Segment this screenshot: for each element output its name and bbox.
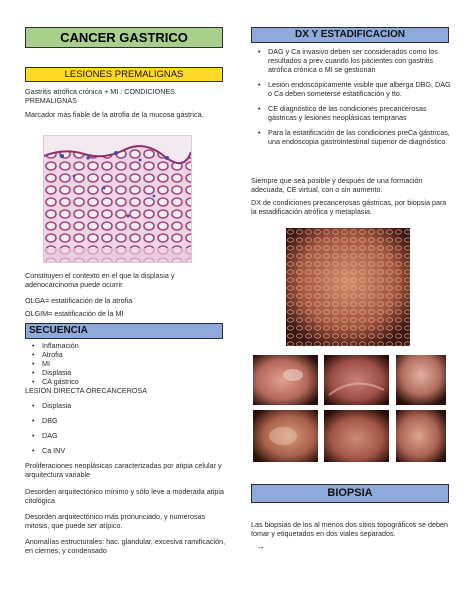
desorden-minimo-paragraph: Desorden arquitectónico mínimo y sólo leve a moderada atipia citológica [25, 487, 224, 505]
lesion-directa-label: LESION DIRECTA ORECANCEROSA [25, 386, 148, 395]
secuencia-header [25, 323, 223, 339]
histology-image [43, 135, 192, 263]
list-item: • Lesión endoscópicamente visible que alberga DBG, DAG o Ca deben someterse estatificación y tto. [256, 80, 451, 98]
secuencia-list [30, 341, 210, 386]
biopsia-header: BIOPSIA [251, 484, 449, 503]
list-item: • CE diagnóstico de las condiciones precancerosas gástricas y lesiones neoplásicas tempranas [256, 104, 451, 122]
dx-estadificacion-header: DX Y ESTADIFICACION [251, 27, 449, 43]
page-title: CANCER GASTRICO [25, 27, 223, 48]
olgim-paragraph: OLGIM= estatificación de la MI [25, 309, 124, 318]
desorden-pronunciado-paragraph: Desorden arquitectónico más pronunciado, y numerosas mitosis, que puede ser atípico. [25, 512, 206, 530]
list-item: • Ca INV [30, 446, 210, 455]
list-item: • Para la estatificación de las condiciones preCa gástricas, una endoscopia gastrointestinal superior de diagnóstico [256, 128, 451, 146]
list-item: • Inflamación [30, 341, 210, 350]
list-item: • Atrofia [30, 350, 210, 359]
gastritis-paragraph: Gastritis atrófica crónica + MI : CONDICIONES PREMALIGNAS [25, 87, 175, 105]
list-item: • DAG y Ca invasivo deben ser considerados como los resultados a prev cuando los pacientes con gastritis atrófica crónica o MI se gestionan [256, 47, 451, 74]
dx-condiciones-paragraph: DX de condiciones precancerosas gástricas, por biopsia para la estadificación atrófica y metaplasia. [251, 198, 447, 216]
dx-bullet-list [256, 47, 451, 146]
list-item: • CA gástrico [30, 377, 210, 386]
endoscopy-image-2 [324, 355, 389, 405]
arrow-icon: → [256, 541, 265, 551]
biopsias-paragraph: Las biopsias de los al menos dos sitios topográficos se deben tomar y etiquetados en dos viales separados. [251, 520, 448, 538]
endoscopy-image-3 [396, 355, 446, 405]
list-item: • MI [30, 359, 210, 368]
secuencia-header-label: SECUENCIA [29, 325, 88, 336]
lesiones-premalignas-header: LESIONES PREMALIGNAS [25, 67, 223, 82]
endoscopy-image-6 [396, 410, 446, 462]
lesion-list [30, 401, 210, 455]
marcador-paragraph: Marcador más fiable de la atrofia de la mucosa gástrica. [25, 110, 204, 119]
olga-paragraph: OLGA= estatificación de la atrofia [25, 296, 133, 305]
constituyen-paragraph: Constituyen el contexto en el que la displasia y adenocarcinoma puede ocurrir [25, 271, 175, 289]
list-item: • DAG [30, 431, 210, 440]
endoscopy-image-5 [324, 410, 389, 462]
list-item: • DBG [30, 416, 210, 425]
list-item: • Displasia [30, 368, 210, 377]
endoscopy-image-4 [253, 410, 318, 462]
endoscopy-image-1 [253, 355, 318, 405]
siempre-paragraph: Siempre que sea posible y después de una formación adecuada, CE virtual, con o sin aumento. [251, 176, 423, 194]
proliferaciones-paragraph: Proliferaciones neoplásicas caracterizadas por atipia celular y arquitectura variable [25, 461, 222, 479]
endoscopy-image-main [286, 228, 410, 346]
list-item: • Displasia [30, 401, 210, 410]
anomalias-paragraph: Anomalías estructurales: hac. glandular, excesiva ramificación, en ciernes, y condensado [25, 537, 226, 555]
